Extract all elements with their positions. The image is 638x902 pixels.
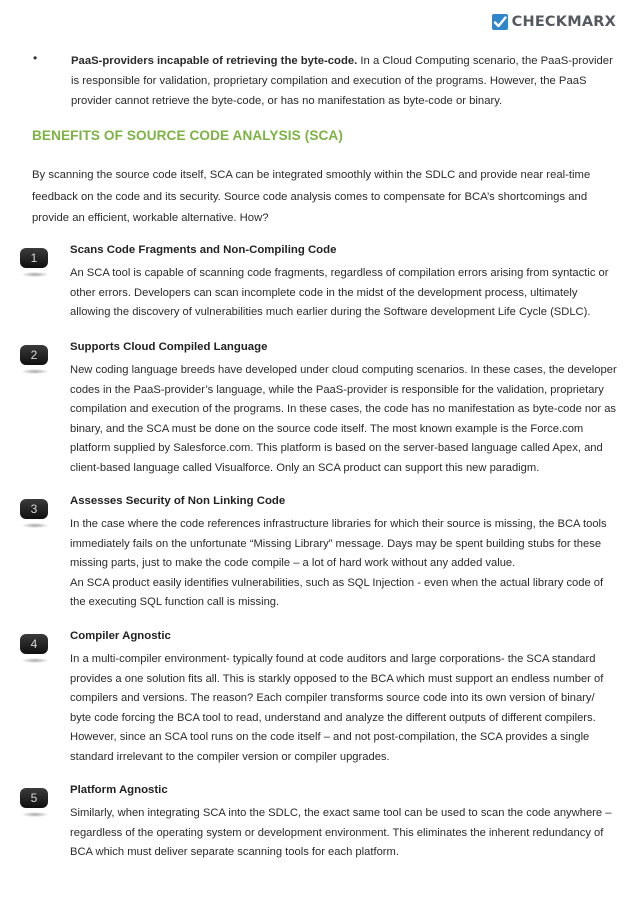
bullet-body: In a Cloud Computing scenario, the PaaS-provider is responsible for validation, proprietary compilation and execution of the programs. However, the PaaS provider cannot retrieve the byte-code, or has no manifestation as byte-code or binary. — [71, 55, 613, 107]
number-badge: 4 — [20, 634, 48, 654]
number-badge: 5 — [20, 788, 48, 808]
bullet-bold-lead: PaaS-providers incapable of retrieving the byte-code. — [71, 55, 358, 67]
bullet-dot: • — [33, 51, 38, 65]
number-badge: 1 — [20, 248, 48, 268]
benefit-body: Similarly, when integrating SCA into the SDLC, the exact same tool can be used to scan the code anywhere – regardless of the operating system or development environment. This eliminates the inherent redundancy of BCA which must deliver separate scanning tools for each platform. — [70, 807, 612, 859]
checkmarx-logo — [492, 14, 616, 30]
bullet-paragraph — [30, 51, 615, 111]
checkmark-shield-icon — [492, 14, 508, 30]
benefit-body: In the case where the code references infrastructure libraries for which their source is missing, the BCA tools immediately fails on the unfortunate “Missing Library” message. Days may be spent building stubs for these missing parts, just to make the code compile – a lot of hard work without any added value. An SCA product easily identifies vulnerabilities, such as SQL Injection - even when the actual library code of the executing SQL function call is missing. — [70, 518, 607, 609]
section-heading: BENEFITS OF SOURCE CODE ANALYSIS (SCA) — [32, 128, 343, 143]
benefit-title: Compiler Agnostic — [70, 630, 171, 642]
benefit-body: In a multi-compiler environment- typically found at code auditors and large corporations- the SCA standard provides a one solution fits all. This is starkly opposed to the BCA which must support an endless number of compilers and versions. The reason? Each compiler transforms source code into its own version of binary/ byte code forcing the BCA tool to read, understand and analyze the different outputs of different compilers. However, since an SCA tool runs on the code itself – and not post-compilation, the SCA provides a single standard irrelevant to the compiler version or compiler upgrades. — [70, 653, 604, 763]
benefit-body: New coding language breeds have developed under cloud computing scenarios. In these cases, the developer codes in the PaaS-provider’s language, while the PaaS-provider is responsible for the validation, proprietary compilation and execution of the programs. In these cases, the code has no manifestation as byte-code nor as binary, and the SCA must be done on the source code itself. The most known example is the Force.com platform supplied by Salesforce.com. This platform is based on the server-based language called Apex, and client-based language called Visualforce. Only an SCA product can support this new paradigm. — [70, 364, 617, 474]
number-badge: 2 — [20, 345, 48, 365]
logo-text: CHECKMARX — [511, 14, 616, 30]
benefit-title: Platform Agnostic — [70, 784, 168, 796]
benefit-title: Supports Cloud Compiled Language — [70, 341, 268, 353]
intro-paragraph: By scanning the source code itself, SCA can be integrated smoothly within the SDLC and provide near real-time feedback on the code and its security. Source code analysis comes to compensate for BCA’s shortcomings and provide an efficient, workable alternative. How? — [32, 169, 591, 224]
benefit-title: Scans Code Fragments and Non-Compiling Code — [70, 244, 337, 256]
benefit-title: Assesses Security of Non Linking Code — [70, 495, 286, 507]
benefit-body: An SCA tool is capable of scanning code fragments, regardless of compilation errors arising from syntactic or other errors. Developers can scan incomplete code in the midst of the development process, ultimately allowing the discovery of vulnerabilities much earlier during the Software development Life Cycle (SDLC). — [70, 267, 609, 319]
bullet-text — [71, 51, 615, 111]
number-badge: 3 — [20, 499, 48, 519]
